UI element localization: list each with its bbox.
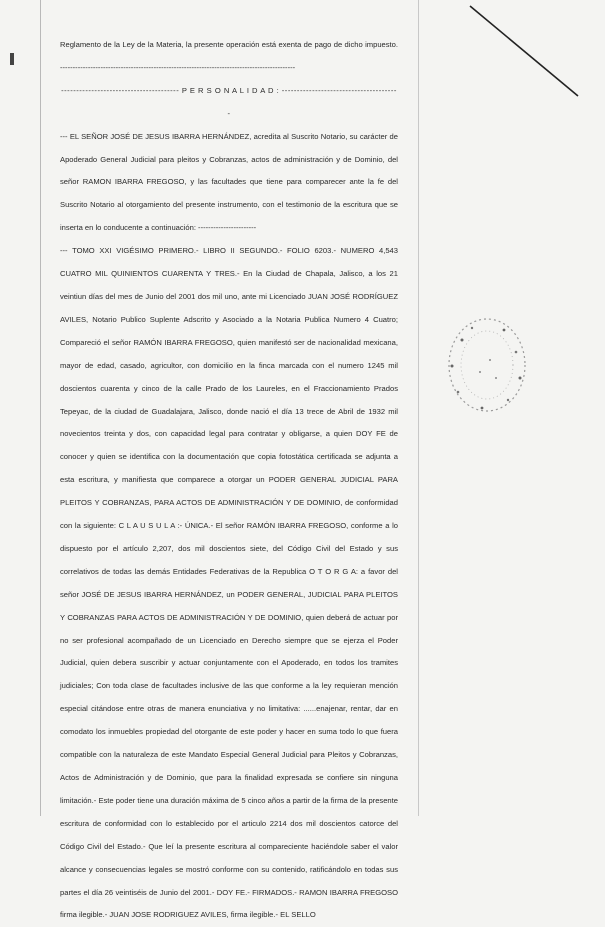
paragraph-apoderado: --- EL SEÑOR JOSÉ DE JESUS IBARRA HERNÁNDEZ, acredita al Suscrito Notario, su carácter de Apoderado General Judicial para pleitos y Cobranzas, actos de administración y de Dominio, del señor RAMON IBARRA FREGOSO, y las facultades que tiene para comparecer ante la fe del Suscrito Notario al otorgamiento del presente instrumento, con el testimonio de la escritura que se inserta en lo conducente a continuación: ----------------------- — [60, 131, 398, 233]
edge-mark — [10, 53, 14, 65]
document-body — [60, 34, 398, 927]
notary-seal-stamp — [432, 300, 542, 430]
section-heading-personalidad: --------------------------------------- P E R S O N A L I D A D : --------------------------------------- — [61, 85, 397, 118]
paragraph-escritura: --- TOMO XXI VIGÉSIMO PRIMERO.- LIBRO II SEGUNDO.- FOLIO 6203.- NUMERO 4,543 CUATRO MIL QUINIENTOS CUARENTA Y TRES.- En la Ciudad de Chapala, Jalisco, a los 21 veintiun días del mes de Junio del 2001 dos mil uno, ante mi Licenciado JUAN JOSÉ RODRÍGUEZ AVILES, Notario Publico Suplente Adscrito y Asociado a la Notaria Publica Numero 4 Cuatro; Compareció el señor RAMÓN IBARRA FREGOSO, quien manifestó ser de nacionalidad mexicana, mayor de edad, casado, agricultor, con domicilio en la finca marcada con el numero 1245 mil doscientos cuarenta y cinco de la calle Prado de los Laureles, en el Fraccionamiento Prados Tepeyac, de la ciudad de Guadalajara, Jalisco, donde nació el día 13 trece de Abril de 1932 mil novecientos treinta y dos, con capacidad legal para contratar y obligarse, a quien DOY FE de conocer y quien se identifica con la documentación que copia fotostática certificada se adjunta a esta escritura, y manifiesta que comparece a otorgar un PODER GENERAL JUDICIAL PARA PLEITOS Y COBRANZAS, PARA ACTOS DE ADMINISTRACIÓN Y DE DOMINIO, de conformidad con la siguiente: C L A U S U L A :- ÚNICA.- El señor RAMÓN IBARRA FREGOSO, conforme a lo dispuesto por el artículo 2,207, dos mil doscientos siete, del Código Civil del Estado y sus correlativos de todas las demás Entidades Federativas de la Republica O T O R G A: a favor del señor JOSÉ DE JESUS IBARRA HERNÁNDEZ, un PODER GENERAL, JUDICIAL PARA PLEITOS Y COBRANZAS PARA ACTOS DE ADMINISTRACIÓN Y DE DOMINIO, quien deberá de actuar por no ser profesional acompañado de un Licenciado en Derecho siempre que se ejerza el Poder Judicial, quien debera suscribir y actuar conjuntamente con el Apoderado, en todos los tramites judiciales; Con toda clase de facultades inclusive de las que conforme a la ley requieran mención especial citándose entre otras de manera enunciativa y no limitativa: ......enajenar, rentar, dar en comodato los inmuebles propiedad del otorgante de este poder y hacer en suma todo lo que fuera compatible con la naturaleza de este Mandato Especial General Judicial para Pleitos y Cobranzas, Actos de Administración y de Dominio, que para la finalidad expresada se confiere sin ninguna limitación.- Este poder tiene una duración máxima de 5 cinco años a partir de la firma de la presente escritura de conformidad con lo establecido por el articulo 2214 dos mil doscientos catorce del Código Civil del Estado.- Que leí la presente escritura al compareciente haciéndole saber el valor alcance y consecuencias legales se mostró conforme con su contenido, ratificándolo en todas sus partes el día 26 veintiséis de Junio del 2001.- DOY FE.- FIRMADOS.- RAMON IBARRA FREGOSO firma ilegible.- JUAN JOSE RODRIGUEZ AVILES, firma ilegible.- EL SELLO — [60, 246, 398, 920]
paragraph-intro: Reglamento de la Ley de la Materia, la presente operación está exenta de pago de dicho impuesto. --------------------------------------------------------------------------------------------- — [60, 40, 398, 72]
